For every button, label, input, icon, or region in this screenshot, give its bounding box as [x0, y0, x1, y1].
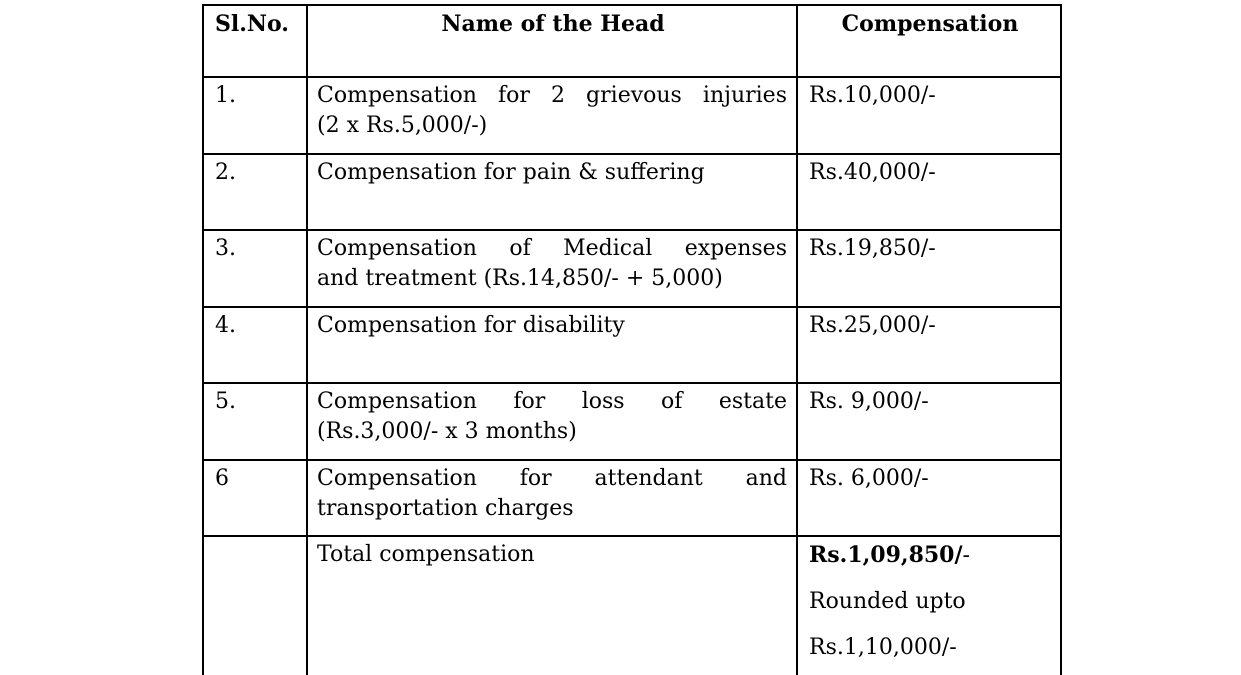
compensation-cell: Rs.25,000/- — [797, 307, 1061, 384]
head-name-cell — [307, 154, 797, 231]
total-slno-cell — [203, 536, 307, 675]
head-name-line: (2 x Rs.5,000/-) — [317, 113, 488, 138]
compensation-cell: Rs.19,850/- — [797, 230, 1061, 307]
total-label: Total compensation — [317, 542, 535, 567]
table-footer — [203, 536, 1061, 675]
table-header-row — [203, 5, 1061, 77]
head-name-cell — [307, 230, 797, 307]
table-row — [203, 230, 1061, 307]
slno-cell: 2. — [203, 154, 307, 231]
compensation-cell: Rs.40,000/- — [797, 154, 1061, 231]
header-slno: Sl.No. — [203, 5, 307, 77]
slno-cell: 5. — [203, 383, 307, 460]
compensation-cell: Rs.10,000/- — [797, 77, 1061, 154]
slno-cell: 4. — [203, 307, 307, 384]
compensation-cell: Rs. 9,000/- — [797, 383, 1061, 460]
head-name-line: Compensation for attendant and — [317, 465, 787, 491]
table-row — [203, 77, 1061, 154]
slno-cell: 6 — [203, 460, 307, 537]
total-row — [203, 536, 1061, 675]
table-row — [203, 154, 1061, 231]
head-name-line: (Rs.3,000/- x 3 months) — [317, 419, 577, 444]
head-name-cell — [307, 307, 797, 384]
compensation-table — [202, 4, 1062, 675]
total-name-cell — [307, 536, 797, 675]
head-name-line: Compensation for loss of estate — [317, 389, 787, 414]
total-compensation-cell — [797, 536, 1061, 675]
head-name-line: Compensation of Medical expenses — [317, 236, 787, 261]
total-amount — [809, 540, 1051, 571]
rounded-label: Rounded upto — [809, 589, 966, 614]
table-row — [203, 383, 1061, 460]
slno-cell: 3. — [203, 230, 307, 307]
head-name-cell — [307, 77, 797, 154]
head-name-line: Compensation for disability — [317, 312, 625, 338]
head-name-line: Compensation for 2 grievous injuries — [317, 83, 787, 108]
total-amount-bold: Rs.1,09,850/ — [809, 542, 963, 568]
table-body — [203, 77, 1061, 536]
table-row — [203, 460, 1061, 537]
header-name-of-head: Name of the Head — [307, 5, 797, 77]
head-name-cell — [307, 460, 797, 537]
head-name-line: transportation charges — [317, 495, 574, 521]
head-name-line: Compensation for pain & suffering — [317, 159, 705, 185]
table-head — [203, 5, 1061, 77]
header-compensation: Compensation — [797, 5, 1061, 77]
rounded-amount: Rs.1,10,000/- — [809, 635, 957, 660]
head-name-line: and treatment (Rs.14,850/- + 5,000) — [317, 266, 723, 291]
compensation-cell: Rs. 6,000/- — [797, 460, 1061, 537]
head-name-cell — [307, 383, 797, 460]
table-row — [203, 307, 1061, 384]
total-amount-suffix: - — [962, 543, 970, 568]
slno-cell: 1. — [203, 77, 307, 154]
